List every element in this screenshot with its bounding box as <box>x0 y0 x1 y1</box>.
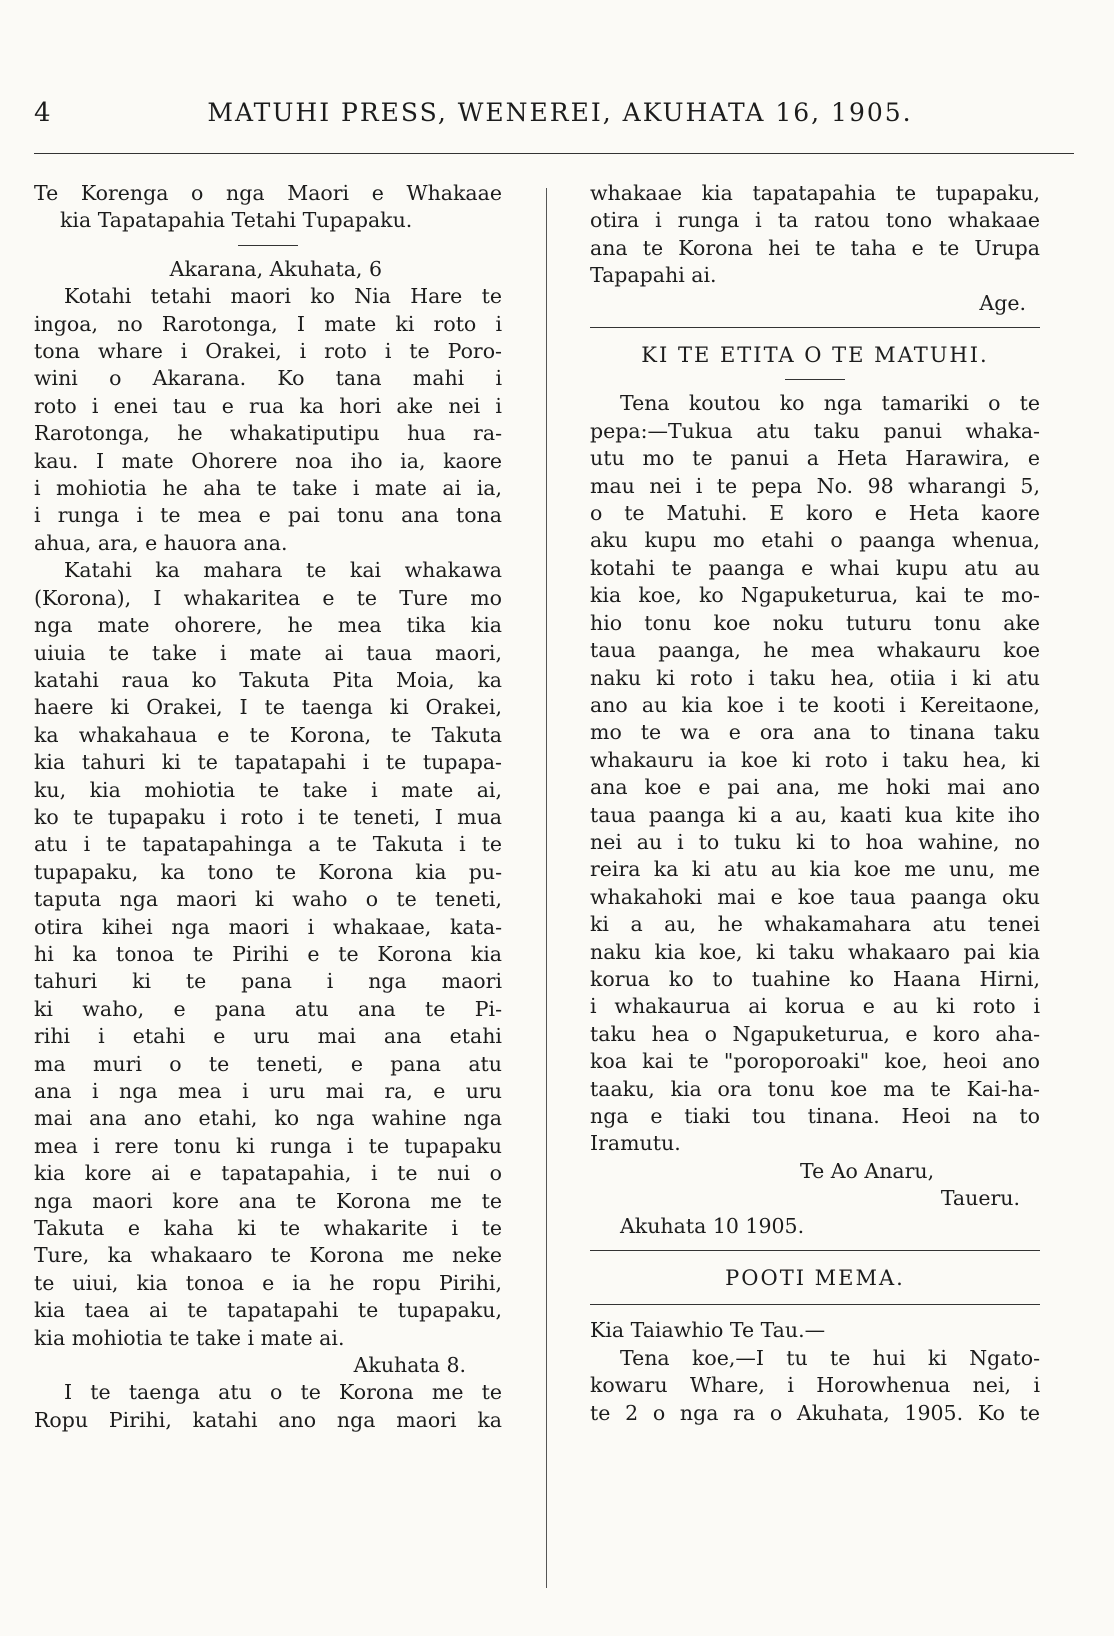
text-line: Takuta e kaha ki te whakarite i te <box>34 1216 502 1241</box>
text-line: haere ki Orakei, I te taenga ki Orakei, <box>34 695 502 720</box>
text-line: whakauru ia koe ki roto i taku hea, ki <box>590 747 1040 772</box>
text-line: o te Matuhi. E koro e Heta kaore <box>590 501 1040 526</box>
text-line: te 2 o nga ra o Akuhata, 1905. Ko te <box>590 1400 1040 1425</box>
article-body-continued <box>34 1379 502 1434</box>
text-line: hio tonu koe noku tuturu tonu ake <box>590 610 1040 635</box>
page-number: 4 <box>34 98 52 128</box>
text-line: tona whare i Orakei, i roto i te Poro- <box>34 339 502 364</box>
text-line: kotahi te paanga e whai kupu atu au <box>590 555 1040 580</box>
text-line: utu mo te panui a Heta Harawira, e <box>590 446 1040 471</box>
article-headline-line-2: kia Tapatapahia Tetahi Tupapaku. <box>60 208 413 233</box>
text-line: taputa nga maori ki waho o te teneti, <box>34 887 502 912</box>
text-line: taua paanga, he mea whakauru koe <box>590 638 1040 663</box>
text-line: kau. I mate Ohorere noa iho ia, kaore <box>34 448 502 473</box>
text-line: taaku, kia ora tonu koe ma te Kai-ha- <box>590 1076 1040 1101</box>
text-line: ka whakahaua e te Korona, te Takuta <box>34 722 502 747</box>
text-line: atu i te tapatapahinga a te Takuta i te <box>34 832 502 857</box>
text-line: tupapaku, ka tono te Korona kia pu- <box>34 859 502 884</box>
text-line: I te taenga atu o te Korona me te <box>64 1380 502 1405</box>
signature-name: Te Ao Anaru, <box>800 1158 935 1183</box>
text-line: i whakaurua ai korua e au ki roto i <box>590 994 1040 1019</box>
text-line: pepa:—Tukua atu taku panui whaka- <box>590 418 1040 443</box>
dateline-2: Akuhata 8. <box>353 1353 466 1378</box>
text-line: naku kia koe, ki taku whakaaro pai kia <box>590 939 1040 964</box>
text-line: tahuri ki te pana i nga maori <box>34 969 502 994</box>
text-line: Iramutu. <box>590 1131 681 1156</box>
text-line: korua ko to tuahine ko Haana Hirni, <box>590 966 1040 991</box>
text-line: i mohiotia he aha te take i mate ai ia, <box>34 476 502 501</box>
text-line: hi ka tonoa te Pirihi e te Korona kia <box>34 941 502 966</box>
section-rule <box>590 1304 1040 1305</box>
text-line: te uiui, kia tonoa e ia he ropu Pirihi, <box>34 1270 502 1295</box>
text-line: kia koe, ko Ngapuketurua, kai te mo- <box>590 583 1040 608</box>
text-line: Kia Taiawhio Te Tau.— <box>590 1318 826 1343</box>
dateline: Akarana, Akuhata, 6 <box>169 256 382 281</box>
signoff-age: Age. <box>979 290 1026 315</box>
text-line: Tena koe,—I tu te hui ki Ngato- <box>620 1345 1040 1370</box>
text-line: rihi i etahi e uru mai ana etahi <box>34 1024 502 1049</box>
text-line: roto i enei tau e rua ka hori ake nei i <box>34 393 502 418</box>
text-line: ma muri o te teneti, e pana atu <box>34 1051 502 1076</box>
letter-body <box>590 390 1040 1157</box>
text-line: naku ki roto i taku hea, otiia i ki atu <box>590 665 1040 690</box>
text-line: kia taea ai te tapatapahi te tupapaku, <box>34 1298 502 1323</box>
text-line: reira ka ki atu au kia koe me unu, me <box>590 857 1040 882</box>
text-line: aku kupu mo etahi o paanga whenua, <box>590 528 1040 553</box>
text-line: Kotahi tetahi maori ko Nia Hare te <box>64 284 502 309</box>
section-title-ki-te-etita: KI TE ETITA O TE MATUHI. <box>641 343 989 368</box>
text-line: ano au kia koe i te kooti i Kereitaone, <box>590 692 1040 717</box>
text-line: ki waho, e pana atu ana te Pi- <box>34 996 502 1021</box>
text-line: Tapapahi ai. <box>590 263 717 288</box>
text-line: nga maori kore ana te Korona me te <box>34 1188 502 1213</box>
text-line: mau nei i te pepa No. 98 wharangi 5, <box>590 473 1040 498</box>
right-column <box>590 180 1040 1427</box>
text-line: ana koe e pai ana, me hoki mai ano <box>590 775 1040 800</box>
text-line: koa kai te "poroporoaki" koe, heoi ano <box>590 1049 1040 1074</box>
text-line: katahi raua ko Takuta Pita Moia, ka <box>34 667 502 692</box>
text-line: ko te tupapaku i roto i te teneti, I mua <box>34 804 502 829</box>
text-line: kowaru Whare, i Horowhenua nei, i <box>590 1373 1040 1398</box>
short-rule <box>238 245 298 246</box>
article-body <box>34 283 502 1352</box>
text-line: kia tahuri ki te tapatapahi i te tupapa- <box>34 750 502 775</box>
text-line: ingoa, no Rarotonga, I mate ki roto i <box>34 311 502 336</box>
text-line: (Korona), I whakaritea e te Ture mo <box>34 585 502 610</box>
section-rule <box>590 1250 1040 1251</box>
header-rule <box>34 153 1074 154</box>
text-line: Tena koutou ko nga tamariki o te <box>620 391 1040 416</box>
text-line: mai ana ano etahi, ko nga wahine nga <box>34 1106 502 1131</box>
short-rule <box>785 379 845 380</box>
article-headline-line-1: Te Korenga o nga Maori e Whakaae <box>34 181 502 205</box>
section-title-pooti-mema: POOTI MEMA. <box>725 1266 905 1291</box>
text-line: Rarotonga, he whakatiputipu hua ra- <box>34 421 502 446</box>
pooti-body <box>590 1317 1040 1427</box>
text-line: otira kihei nga maori i whakaae, kata- <box>34 914 502 939</box>
text-line: Ropu Pirihi, katahi ano nga maori ka <box>34 1407 502 1432</box>
signature-place: Taueru. <box>940 1186 1020 1211</box>
text-line: whakaae kia tapatapahia te tupapaku, <box>590 181 1040 205</box>
letter-date: Akuhata 10 1905. <box>620 1213 805 1238</box>
article-continuation <box>590 180 1040 290</box>
text-line: mo te wa e ora ana to tinana taku <box>590 720 1040 745</box>
text-line: ku, kia mohiotia te take i mate ai, <box>34 777 502 802</box>
text-line: nga e tiaki tou tinana. Heoi na to <box>590 1104 1040 1128</box>
text-line: kia mohiotia te take i mate ai. <box>34 1325 345 1350</box>
text-line: taku hea o Ngapuketurua, e koro aha- <box>590 1021 1040 1046</box>
text-line: ahua, ara, e hauora ana. <box>34 530 288 555</box>
text-line: whakahoki mai e koe taua paanga oku <box>590 884 1040 909</box>
section-rule <box>590 327 1040 328</box>
text-line: wini o Akarana. Ko tana mahi i <box>34 366 502 391</box>
column-divider <box>546 188 547 1588</box>
text-line: mea i rere tonu ki runga i te tupapaku <box>34 1133 502 1158</box>
left-column <box>34 180 502 1434</box>
text-line: kia kore ai e tapatapahia, i te nui o <box>34 1161 502 1186</box>
text-line: ana i nga mea i uru mai ra, e uru <box>34 1079 502 1103</box>
text-line: i runga i te mea e pai tonu ana tona <box>34 503 502 528</box>
text-line: uiuia te take i mate ai taua maori, <box>34 640 502 665</box>
text-line: Ture, ka whakaaro te Korona me neke <box>34 1243 502 1268</box>
text-line: taua paanga ki a au, kaati kua kite iho <box>590 802 1040 827</box>
text-line: ana te Korona hei te taha e te Urupa <box>590 235 1040 260</box>
text-line: Katahi ka mahara te kai whakawa <box>64 558 502 583</box>
text-line: nei au i to tuku ki to hoa wahine, no <box>590 829 1040 854</box>
text-line: ki a au, he whakamahara atu tenei <box>590 912 1040 937</box>
text-line: nga mate ohorere, he mea tika kia <box>34 613 502 638</box>
running-head: MATUHI PRESS, WENEREI, AKUHATA 16, 1905. <box>207 98 913 127</box>
text-line: otira i runga i ta ratou tono whakaae <box>590 208 1040 233</box>
